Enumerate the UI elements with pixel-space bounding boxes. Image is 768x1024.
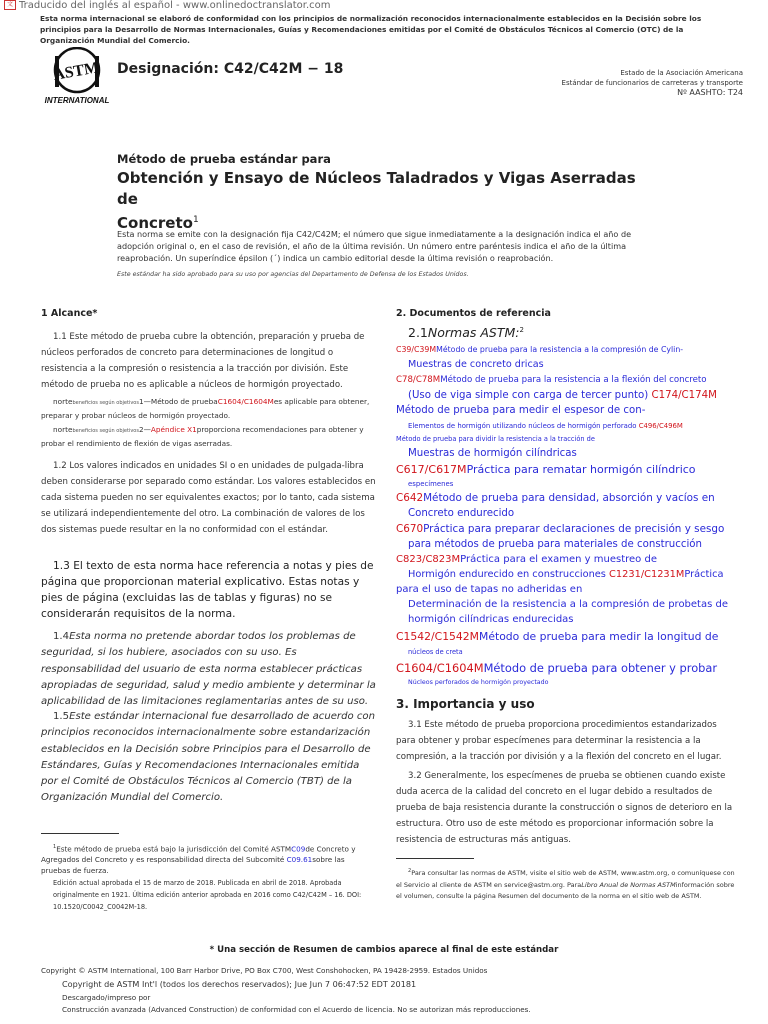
ref-c1604[interactable] [396, 660, 738, 677]
ref-c642[interactable] [396, 490, 738, 506]
ref-c1542-code[interactable]: C1542/C1542M [396, 630, 479, 643]
para-1-3: 1.3 El texto de esta norma hace referencia a notas y pies de página que proporcionan material explicativo. Estas notas y pies de página (excluidas las de tablas y figuras) no se considerarán requisitos de la norma. [41, 560, 374, 620]
title-line1: Obtención y Ensayo de Núcleos Taladrados y Vigas Aserradas de [117, 169, 636, 208]
translate-icon: 文 [4, 0, 16, 10]
header-right-line2: Estándar de funcionarios de carreteras y transporte [561, 79, 743, 87]
logo-letters: ASTM [51, 59, 101, 84]
footnote1-c: sobre las pruebas de fuerza. [41, 855, 345, 876]
note1-text-c: es aplicable para obtener, preparar y probar núcleos de hormigón proyectado. [41, 397, 370, 420]
ref-c1231-cont[interactable]: Determinación de la resistencia a la compresión de probetas de [408, 599, 728, 610]
ref-c174-cont[interactable] [396, 419, 738, 433]
reference-list [396, 343, 738, 688]
section3-heading: 3. Importancia y uso [396, 697, 535, 711]
para-1-5 [41, 709, 376, 807]
footnote-1 [41, 842, 376, 876]
ref-c823-cont-text[interactable]: Hormigón endurecido en construcciones [408, 569, 606, 580]
footnote1-edition: Edición actual aprobada el 15 de marzo de 2018. Publicada en abril de 2018. Aprobada originalmente en 1921. Última edición anterior aprobada en 2016 como C42/C42M – 16. DOI: 10.1520/C0042_C0042M-18. [53, 879, 362, 911]
translator-banner-text[interactable]: Traducido del inglés al español - www.onlinedoctranslator.com [19, 0, 331, 11]
copyright-license-line: Copyright de ASTM Int'l (todos los derechos reservados); Jue Jun 7 06:47:52 EDT 20181 [62, 979, 417, 989]
aashto-number: Nº AASHTO: T24 [677, 88, 743, 97]
ref-c174-code[interactable]: C174/C174M [651, 390, 717, 401]
ref-c78-cont-text[interactable]: (Uso de viga simple con carga de tercer punto) [408, 390, 649, 401]
para-3-1: 3.1 Este método de prueba proporciona procedimientos estandarizados para obtener y probar especímenes para determinar la resistencia a la compresión, a la tracción por división y a la flexión del concreto en el lugar. [396, 720, 722, 762]
note2-text-b: 2— [138, 425, 151, 434]
ref-c617-code[interactable]: C617/C617M [396, 463, 467, 476]
astm-logo-mark [44, 47, 110, 105]
astm-logo [44, 47, 110, 105]
para-1-5-text: Este estándar internacional fue desarrollado de acuerdo con principios reconocidos internacionalmente sobre estandarización establecidos en la Decisión sobre Principios para el Desarrollo de Estándares, Guías y Recomendaciones Internacionales emitida por el Comité de Obstáculos Técnicos al Comercio (TBT) de la Organización Mundial del Comercio. [41, 711, 375, 804]
ref-c39[interactable] [396, 343, 738, 357]
section1-heading: 1 Alcance* [41, 308, 98, 319]
ref-c39-cont[interactable]: Muestras de concreto dricas [408, 359, 544, 370]
section2-1-label: Normas ASTM: [427, 325, 520, 340]
footnote1-sup: 1 [53, 844, 57, 850]
title-line2: Concreto [117, 214, 193, 232]
para-1-5-num: 1.5 [53, 711, 70, 722]
note2-tiny: beneficios según objetivos [72, 428, 139, 434]
ref-c1231[interactable]: para el uso de tapas no adheridas en [396, 584, 583, 595]
ref-c39-code[interactable]: C39/C39M [396, 345, 437, 354]
logo-word: INTERNATIONAL [44, 96, 110, 105]
document-title [117, 168, 637, 234]
note1-tiny: beneficios según objetivos [72, 400, 139, 406]
ref-c1542-cont[interactable]: núcleos de creta [408, 648, 463, 656]
para-3-2: 3.2 Generalmente, los especímenes de prueba se obtienen cuando existe duda acerca de la calidad del concreto en el lugar debido a resultados de prueba de baja resistencia durante la construcción o signos de deterioro en la estructura. Otro uso de este método es proporcionar información sobre la resistencia de estructuras más antiguas. [396, 771, 733, 845]
section2-heading: 2. Documentos de referencia [396, 308, 551, 319]
ref-c823-text[interactable]: Práctica para el examen y muestreo de [460, 554, 657, 565]
ref-c1231-code[interactable]: C1231/C1231M [609, 569, 685, 580]
downloaded-by-line: Descargado/impreso por [62, 993, 151, 1002]
ref-c78-code[interactable]: C78/C78M [396, 375, 441, 385]
footnote2-a: Para consultar las normas de ASTM, visite el sitio web de ASTM, www.astm.org, o comuníquese con el Servicio al cliente de ASTM en service@astm.org. Para [396, 869, 735, 889]
ref-c823[interactable] [396, 552, 738, 567]
ref-c496[interactable]: Método de prueba para dividir la resistencia a la tracción de [396, 435, 595, 443]
note-2 [41, 424, 376, 450]
para-1-2: 1.2 Los valores indicados en unidades SI o en unidades de pulgada-libra deben considerarse por separado como estándar. Los valores establecidos en cada sistema pueden no ser equivalentes exactos; por lo tanto, cada sistema se utilizará independientemente del otro. La combinación de valores de los dos sistemas puede resultar en la no conformidad con el estándar. [41, 461, 376, 535]
note2-label: norte [53, 425, 73, 434]
ref-c670-code[interactable]: C670 [396, 523, 424, 535]
ref-c1604-code[interactable]: C1604/C1604M [396, 661, 484, 675]
note-1 [41, 396, 376, 422]
ref-c617-text[interactable]: Práctica para rematar hormigón cilíndrico [466, 463, 696, 476]
ref-c1604-text[interactable]: Método de prueba para obtener y probar [483, 661, 718, 675]
ref-c1231-cont2[interactable]: hormigón cilíndricas endurecidas [408, 614, 574, 625]
ref-c1231-text[interactable]: Práctica [684, 569, 724, 580]
ref-c670[interactable] [396, 521, 738, 537]
header-right [403, 68, 743, 98]
ref-c670-cont[interactable]: para métodos de prueba para materiales de construcción [408, 539, 702, 550]
ref-c1604-cont[interactable]: Núcleos perforados de hormigón proyectado [408, 679, 549, 686]
ref-c39-text[interactable]: Método de prueba para la resistencia a la compresión de Cylin- [436, 345, 684, 354]
section2-1-sup: 2 [519, 325, 524, 334]
ref-c1542[interactable] [396, 628, 738, 645]
fixed-designation-note: Esta norma se emite con la designación fija C42/C42M; el número que sigue inmediatamente a la designación indica el año de adopción original o, en el caso de revisión, el año de la última revisión. Un número entre paréntesis indica el año de la última reaprobación. Un superíndice épsilon (´) indica un cambio editorial desde la última revisión o reaprobación. [117, 229, 632, 263]
para-1-4-num: 1.4 [53, 631, 70, 642]
note2-ref-link[interactable]: Apéndice X1 [150, 425, 197, 434]
ref-c1542-text[interactable]: Método de prueba para medir la longitud de [479, 630, 719, 643]
footnote2-italic: Libro Anual de Normas ASTM [581, 880, 676, 889]
ref-c174-cont-text[interactable]: Elementos de hormigón utilizando núcleos de hormigón perforado [408, 422, 637, 430]
ref-c496-cont[interactable]: Muestras de hormigón cilíndricas [408, 448, 577, 459]
note1-text-b: 1—Método de prueba [138, 397, 218, 406]
footnote1-a: Este método de prueba está bajo la jurisdicción del Comité ASTM [56, 844, 292, 854]
ref-c823-cont[interactable] [396, 567, 738, 582]
para-1-4 [41, 629, 376, 710]
footnote2-b: información sobre el volumen, consulte la página Resumen del documento de la norma en el sitio web de ASTM. [396, 880, 735, 901]
ref-c670-text[interactable]: Práctica para preparar declaraciones de precisión y sesgo [423, 523, 725, 535]
footnote1-divider [41, 833, 119, 834]
ref-c642-cont[interactable]: Concreto endurecido [408, 508, 515, 519]
title-footnote-ref[interactable]: 1 [192, 215, 199, 225]
footnote-2 [396, 866, 738, 903]
ref-c823-code[interactable]: C823/C823M [396, 554, 461, 565]
ref-c496-code[interactable]: C496/C496M [638, 422, 683, 430]
ref-c174[interactable]: Método de prueba para medir el espesor de con- [396, 405, 646, 416]
footnote2-divider [396, 858, 474, 859]
dod-note: Este estándar ha sido aprobado para su uso por agencias del Departamento de Defensa de los Estados Unidos. [117, 271, 469, 278]
section2-1-heading [396, 325, 750, 340]
ref-c617[interactable] [396, 461, 738, 478]
footnote2-sup: 2 [408, 868, 412, 874]
copyright-line: Copyright © ASTM International, 100 Barr Harbor Drive, PO Box C700, West Conshohocken, PA 19428-2959. Estados Unidos [41, 966, 488, 975]
document-subtitle: Método de prueba estándar para [117, 152, 331, 166]
note1-label: norte [53, 397, 73, 406]
footnote1-ref-c0961[interactable]: C09.61 [286, 855, 313, 865]
ref-c642-text[interactable]: Método de prueba para densidad, absorción y vacíos en [423, 492, 715, 504]
footnote1-ref-c09[interactable]: C09 [291, 844, 306, 854]
footnote1-b: de Concreto y Agregados del Concreto y es responsabilidad directa del Subcomité [41, 844, 356, 865]
para-1-1: 1.1 Este método de prueba cubre la obtención, preparación y prueba de núcleos perforados de concreto para determinaciones de longitud o resistencia a la compresión o resistencia a la tracción por división. Este método de prueba no es aplicable a núcleos de hormigón proyectado. [41, 332, 365, 390]
section2-1-num: 2.1 [408, 325, 428, 340]
ref-c78-text[interactable]: Método de prueba para la resistencia a la flexión del concreto [440, 375, 707, 385]
summary-of-changes-note: * Una sección de Resumen de cambios aparece al final de este estándar [209, 945, 559, 955]
license-agreement-line: Construcción avanzada (Advanced Construction) de conformidad con el Acuerdo de licencia. No se autorizan más reproducciones. [62, 1005, 531, 1014]
ref-c78[interactable] [396, 373, 738, 388]
note2-text-c: proporciona recomendaciones para obtener y probar el rendimiento de flexión de vigas aserradas. [41, 425, 364, 448]
intro-note: Esta norma internacional se elaboró de conformidad con los principios de normalización reconocidos internacionalmente establecidos en la Decisión sobre los principios para la Desarrollo de Normas Internacionales, Guías y Recomendaciones emitidas por el Comité de Obstáculos Técnicos al Comercio (OTC) de la Organización Mundial del Comercio. [40, 14, 702, 45]
ref-c78-cont[interactable] [396, 388, 738, 403]
note1-ref-link[interactable]: C1604/C1604M [217, 397, 274, 406]
ref-c617-cont[interactable]: especímenes [408, 480, 454, 488]
para-1-4-text: Esta norma no pretende abordar todos los problemas de seguridad, si los hubiere, asociados con su uso. Es responsabilidad del usuario de esta norma establecer prácticas apropiadas de seguridad, salud y medio ambiente y determinar la aplicabilidad de las limitaciones reglamentarias antes de su uso. [41, 631, 376, 708]
ref-c642-code[interactable]: C642 [396, 492, 424, 504]
designation: Designación: C42/C42M − 18 [117, 61, 344, 77]
translator-banner[interactable] [4, 0, 331, 11]
header-right-line1: Estado de la Asociación Americana [620, 69, 743, 77]
